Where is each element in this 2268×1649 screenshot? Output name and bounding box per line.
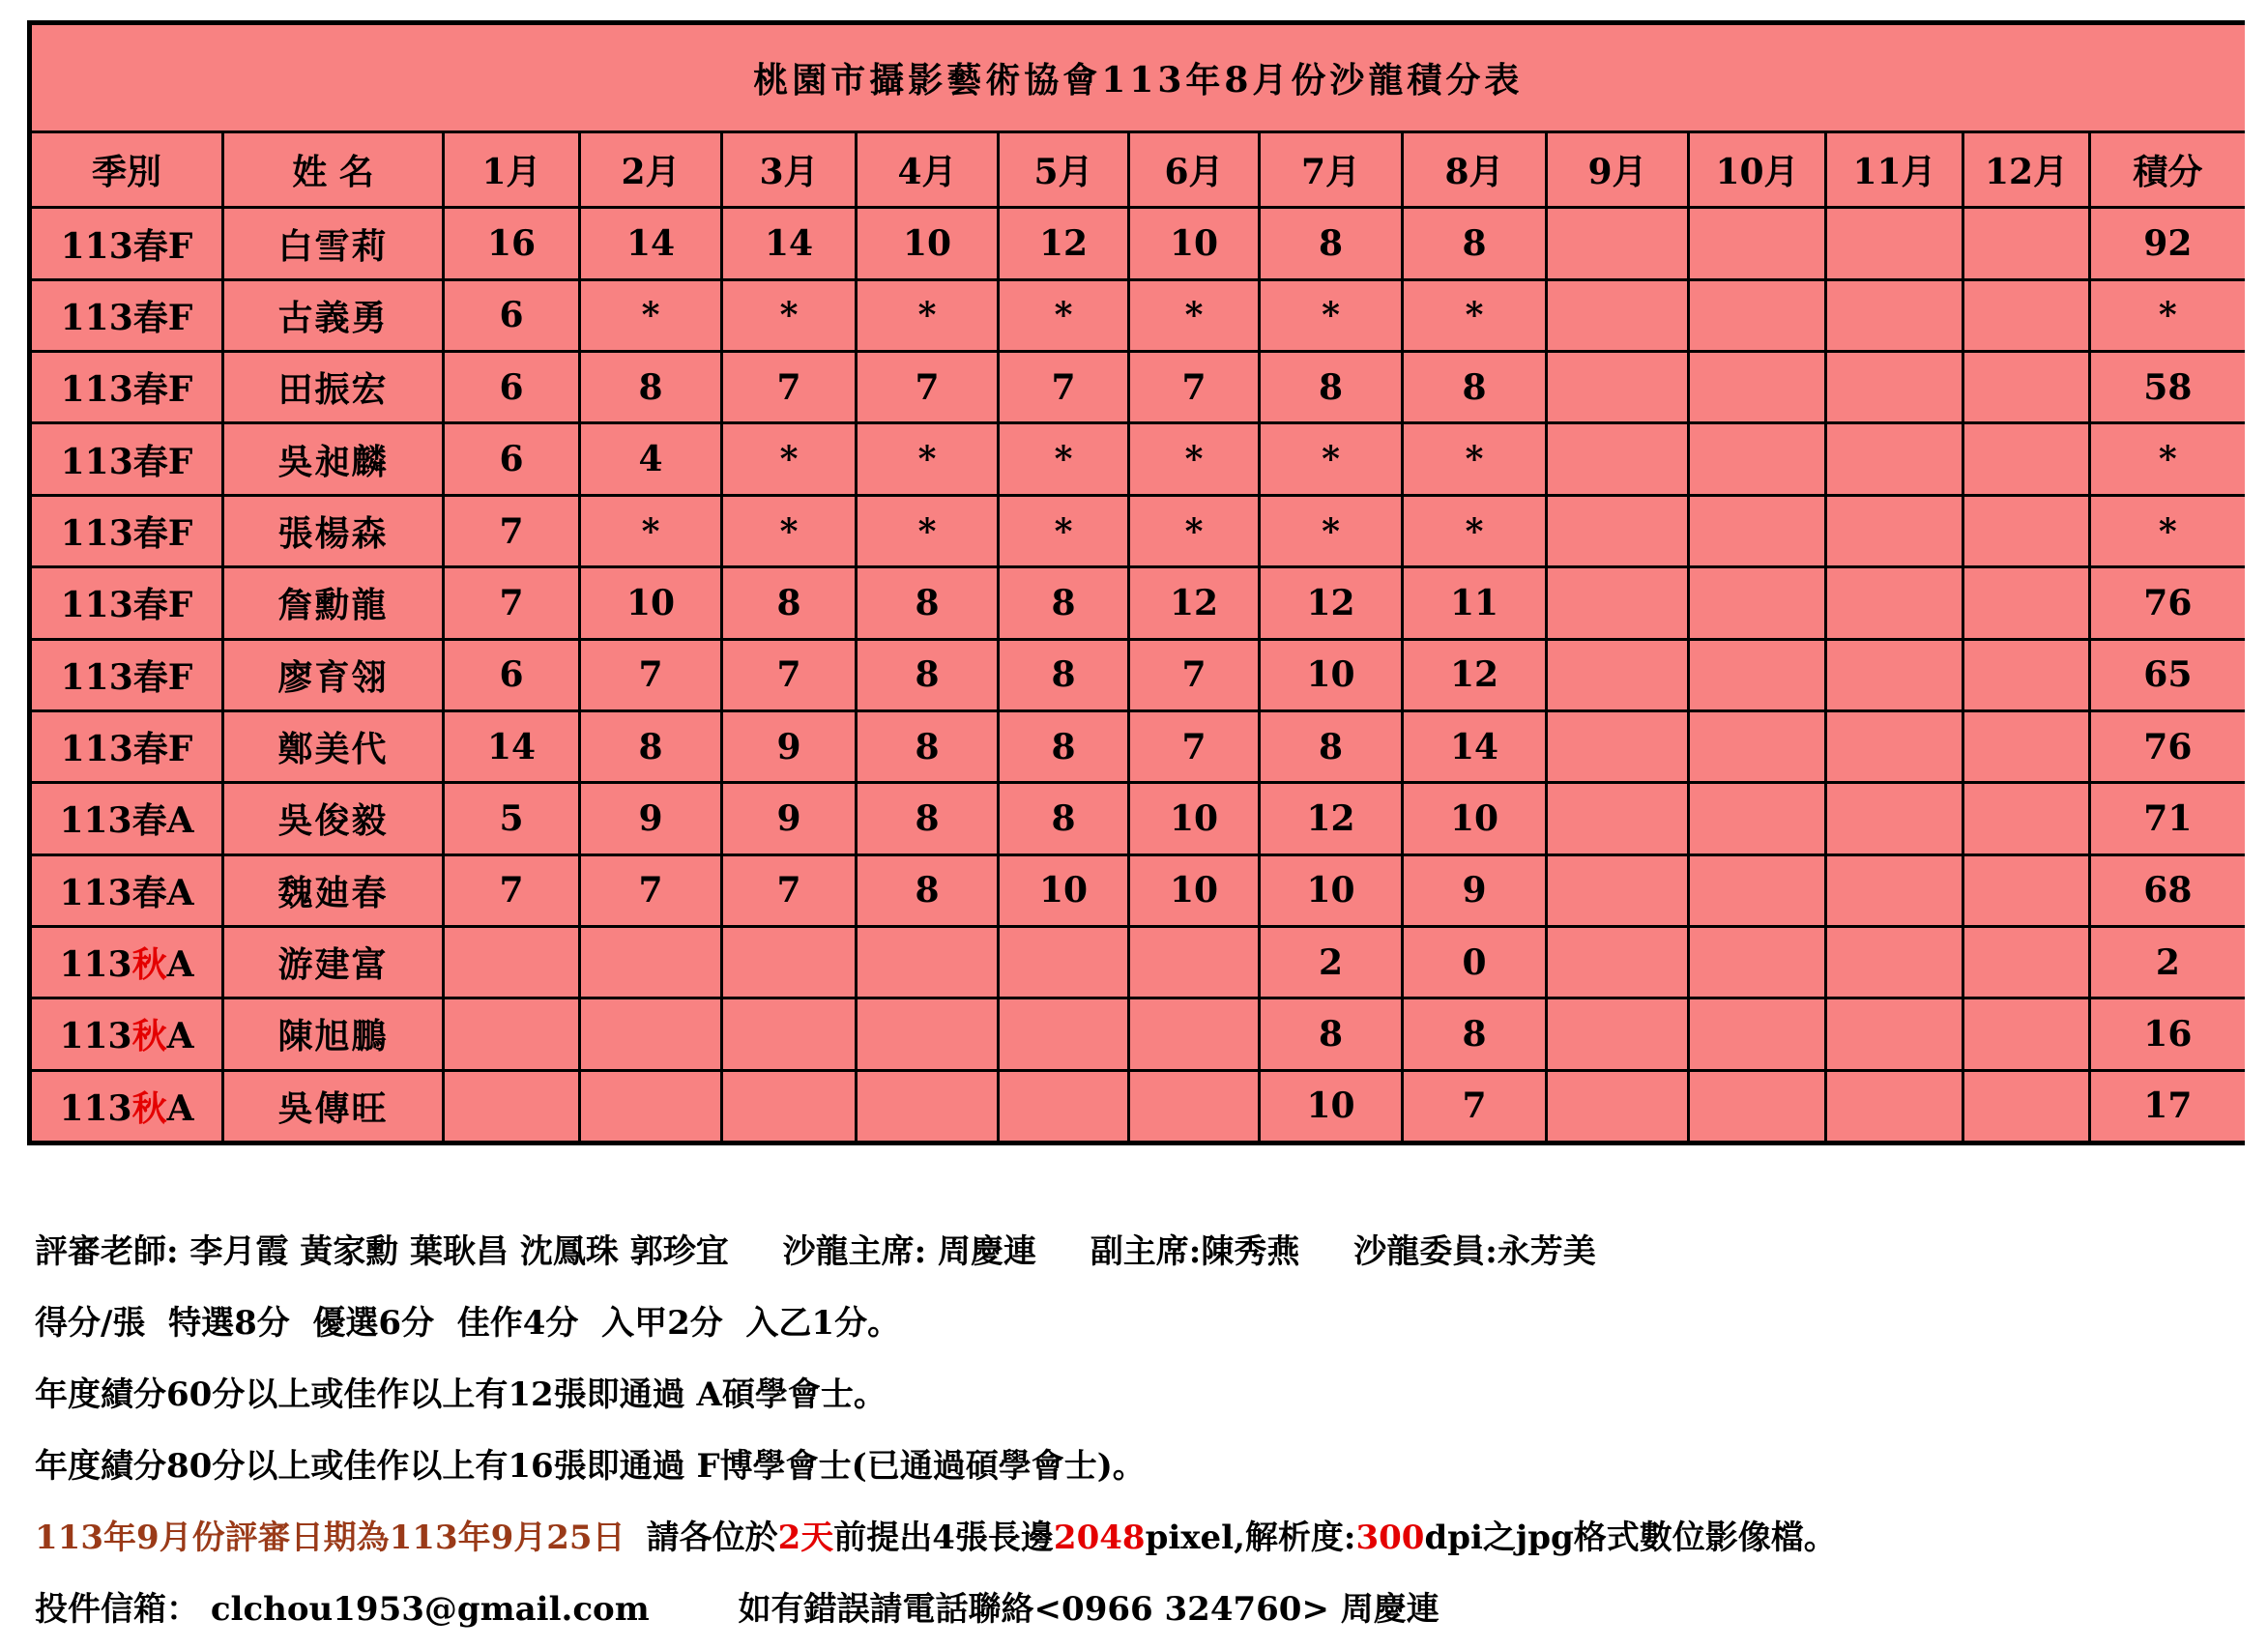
season-post: F [167,225,193,267]
score-table [27,20,2245,1145]
score-cell [444,998,580,1070]
score-cell [999,926,1129,998]
score-cell: 7 [444,567,580,639]
header-cell: 12月 [1963,132,2090,208]
total-cell: 71 [2090,783,2245,854]
season-cell [30,352,223,423]
staff-line [35,1216,2239,1287]
score-cell: 8 [1260,208,1403,279]
season-mid: 春 [131,872,167,913]
season-post: A [166,872,194,913]
season-pre: 113 [59,944,132,986]
name-cell: 古義勇 [223,279,444,351]
season-mid: 春 [131,800,167,842]
table-row [30,926,2245,998]
score-cell: * [1129,423,1260,495]
total-cell: 16 [2090,998,2245,1070]
score-cell: * [1403,495,1547,566]
score-cell: 8 [999,783,1129,854]
header-row [30,132,2245,208]
season-cell [30,423,223,495]
score-cell: 6 [444,639,580,710]
score-cell: * [1260,279,1403,351]
score-cell [1547,998,1689,1070]
score-cell: * [999,423,1129,495]
score-cell: * [1260,423,1403,495]
score-cell: 9 [1403,854,1547,926]
score-cell [1547,926,1689,998]
score-cell [1689,279,1826,351]
score-cell: 8 [722,567,857,639]
score-cell [1826,710,1963,782]
score-cell: 16 [444,208,580,279]
score-cell: 8 [857,639,999,710]
score-cell: 6 [444,352,580,423]
score-cell: 7 [444,495,580,566]
name-cell: 廖育翎 [223,639,444,710]
name-cell: 鄭美代 [223,710,444,782]
deadline-line [35,1502,2239,1574]
total-cell: * [2090,495,2245,566]
score-cell: * [1260,495,1403,566]
score-cell: * [580,495,722,566]
season-pre: 113 [59,872,132,913]
score-cell [857,926,999,998]
score-cell: 10 [1260,639,1403,710]
season-mid: 春 [132,297,168,338]
score-cell [1547,710,1689,782]
score-cell: 6 [444,423,580,495]
header-cell: 7月 [1260,132,1403,208]
total-cell: * [2090,279,2245,351]
score-cell: 9 [580,783,722,854]
season-cell [30,639,223,710]
season-mid: 春 [132,656,168,698]
season-cell [30,998,223,1070]
season-post: F [167,513,193,554]
header-cell: 9月 [1547,132,1689,208]
header-cell: 1月 [444,132,580,208]
score-cell [1689,783,1826,854]
name-cell: 白雪莉 [223,208,444,279]
season-pre: 113 [60,297,133,338]
score-cell [1689,854,1826,926]
notes-section [35,1216,2239,1645]
score-cell [1547,854,1689,926]
judges-text: 評審老師: 李月霞 黃家勳 葉耿昌 沈鳳珠 郭珍宜 [35,1232,729,1271]
score-cell: 8 [580,710,722,782]
score-cell [1547,352,1689,423]
score-cell: 8 [999,639,1129,710]
score-cell [1963,1070,2090,1143]
total-cell: 2 [2090,926,2245,998]
score-cell [1547,208,1689,279]
score-cell: * [1129,279,1260,351]
season-mid: 春 [132,729,168,770]
score-cell: * [999,495,1129,566]
score-cell [1963,423,2090,495]
score-cell: * [857,423,999,495]
score-cell: 8 [857,567,999,639]
score-cell: 8 [1403,352,1547,423]
score-cell: 7 [1403,1070,1547,1143]
deadline-days: 2天 [777,1519,834,1557]
deadline-date: 113年9月份評審日期為113年9月25日 [35,1519,625,1557]
table-row [30,1070,2245,1143]
deadline-dpi: 300 [1355,1519,1425,1557]
header-cell: 2月 [580,132,722,208]
score-cell [1129,1070,1260,1143]
season-cell [30,926,223,998]
score-cell: 11 [1403,567,1547,639]
name-cell: 陳旭鵬 [223,998,444,1070]
score-cell [1547,279,1689,351]
total-cell: 76 [2090,567,2245,639]
name-cell: 吳昶麟 [223,423,444,495]
score-cell [1963,495,2090,566]
score-cell [1963,998,2090,1070]
score-cell: 12 [1260,783,1403,854]
header-cell: 5月 [999,132,1129,208]
score-cell: 7 [722,352,857,423]
season-post: F [167,297,193,338]
total-cell: 65 [2090,639,2245,710]
score-cell [1826,998,1963,1070]
score-cell: 10 [1129,208,1260,279]
score-cell [1689,352,1826,423]
deadline-text-b: 前提出4張長邊 [833,1519,1054,1557]
score-cell: 14 [444,710,580,782]
score-cell [1547,639,1689,710]
score-cell: * [580,279,722,351]
score-cell: 12 [1403,639,1547,710]
score-cell: 12 [1260,567,1403,639]
score-cell [1547,495,1689,566]
table-row [30,279,2245,351]
vice-chair-text: 副主席:陳秀燕 [1090,1232,1300,1271]
chair-text: 沙龍主席: 周慶連 [782,1232,1036,1271]
score-cell: 9 [722,710,857,782]
score-cell: 4 [580,423,722,495]
table-row [30,783,2245,854]
season-cell [30,1070,223,1143]
header-cell: 積分 [2090,132,2245,208]
score-cell [1689,710,1826,782]
score-cell: 8 [1403,208,1547,279]
score-cell: 7 [722,639,857,710]
score-cell [1547,1070,1689,1143]
score-cell: 14 [722,208,857,279]
score-cell [1826,208,1963,279]
season-post: F [167,729,193,770]
email-text: 投件信箱： clchou1953@gmail.com [35,1590,650,1629]
score-cell: * [857,279,999,351]
score-cell: 8 [857,783,999,854]
total-cell: 92 [2090,208,2245,279]
score-cell [1963,926,2090,998]
score-cell [1963,208,2090,279]
score-cell [1963,352,2090,423]
score-cell [1547,423,1689,495]
season-cell [30,854,223,926]
season-post: A [166,800,194,842]
score-cell [999,1070,1129,1143]
score-cell [722,1070,857,1143]
season-cell [30,279,223,351]
title-row [30,23,2245,132]
score-cell: 7 [999,352,1129,423]
deadline-text-c: pixel,解析度: [1145,1519,1356,1557]
rule-f-line: 年度績分80分以上或佳作以上有16張即通過 F博學會士(已通過碩學會士)。 [35,1447,1146,1486]
score-cell: 0 [1403,926,1547,998]
header-cell: 4月 [857,132,999,208]
score-cell: * [857,495,999,566]
table-row [30,710,2245,782]
score-cell: 14 [580,208,722,279]
season-pre: 113 [60,513,133,554]
score-cell: 7 [1129,639,1260,710]
score-cell: 10 [1260,1070,1403,1143]
name-cell: 張楊森 [223,495,444,566]
total-cell: 68 [2090,854,2245,926]
season-post: F [167,441,193,482]
score-cell: * [722,279,857,351]
season-cell [30,208,223,279]
score-cell [1689,423,1826,495]
table-row [30,998,2245,1070]
table-row [30,423,2245,495]
deadline-pixels: 2048 [1053,1519,1146,1557]
score-cell: 14 [1403,710,1547,782]
score-cell: 10 [1260,854,1403,926]
season-mid: 春 [132,369,168,411]
contact-text: 如有錯誤請電話聯絡<0966 324760> 周慶連 [738,1590,1439,1629]
season-mid: 春 [132,585,168,626]
score-cell [999,998,1129,1070]
score-cell: 9 [722,783,857,854]
score-cell [444,926,580,998]
scoring-line: 得分/張 特選8分 優選6分 佳作4分 入甲2分 入乙1分。 [35,1304,901,1343]
deadline-text-d: dpi之jpg格式數位影像檔。 [1424,1519,1837,1557]
score-cell: 8 [1260,352,1403,423]
score-cell: 8 [1260,998,1403,1070]
score-cell: 8 [580,352,722,423]
score-cell [722,998,857,1070]
table-row [30,495,2245,566]
score-cell [1689,208,1826,279]
table-row [30,567,2245,639]
season-mid: 秋 [131,1087,167,1129]
season-pre: 113 [60,441,133,482]
season-pre: 113 [60,225,133,267]
score-cell: * [999,279,1129,351]
season-post: A [166,1087,194,1129]
score-cell [1826,352,1963,423]
season-post: A [166,1016,194,1057]
score-cell [580,998,722,1070]
score-cell [1826,423,1963,495]
score-cell: 7 [1129,710,1260,782]
score-cell: 7 [580,854,722,926]
score-cell: 5 [444,783,580,854]
name-cell: 田振宏 [223,352,444,423]
score-cell [1963,639,2090,710]
score-cell: 10 [1129,783,1260,854]
score-cell [1963,783,2090,854]
total-cell: 76 [2090,710,2245,782]
score-cell: 7 [444,854,580,926]
season-mid: 秋 [131,1016,167,1057]
season-pre: 113 [59,1016,132,1057]
season-post: F [167,656,193,698]
score-cell [1826,567,1963,639]
score-cell [1963,854,2090,926]
score-cell: * [1129,495,1260,566]
score-cell [1129,926,1260,998]
header-cell: 季別 [30,132,223,208]
score-cell: 7 [580,639,722,710]
season-pre: 113 [60,656,133,698]
score-cell: 7 [857,352,999,423]
score-cell: * [722,423,857,495]
name-cell: 吳俊毅 [223,783,444,854]
season-pre: 113 [59,800,132,842]
header-cell: 姓 名 [223,132,444,208]
header-cell: 11月 [1826,132,1963,208]
name-cell: 詹勳龍 [223,567,444,639]
total-cell: 17 [2090,1070,2245,1143]
score-cell: 12 [1129,567,1260,639]
season-cell [30,783,223,854]
score-cell: 10 [1403,783,1547,854]
score-cell [1826,926,1963,998]
score-cell: 7 [722,854,857,926]
score-cell [1963,279,2090,351]
total-cell: 58 [2090,352,2245,423]
season-mid: 春 [132,441,168,482]
score-cell: * [1403,279,1547,351]
score-cell: 2 [1260,926,1403,998]
season-pre: 113 [59,1087,132,1129]
table-row [30,639,2245,710]
score-cell [1547,783,1689,854]
score-cell: 12 [999,208,1129,279]
score-cell [1689,926,1826,998]
table-title: 桃園市攝影藝術協會113年8月份沙龍積分表 [30,23,2245,132]
score-cell: 7 [1129,352,1260,423]
score-cell [1826,279,1963,351]
header-cell: 10月 [1689,132,1826,208]
score-cell: 10 [857,208,999,279]
score-cell [580,1070,722,1143]
rule-a-line: 年度績分60分以上或佳作以上有12張即通過 A碩學會士。 [35,1375,887,1414]
season-post: F [167,369,193,411]
header-cell: 8月 [1403,132,1547,208]
season-cell [30,567,223,639]
score-cell [444,1070,580,1143]
score-cell: 10 [1129,854,1260,926]
score-cell [1826,783,1963,854]
contact-line [35,1574,2239,1645]
score-cell [1826,1070,1963,1143]
score-cell [1963,710,2090,782]
name-cell: 吳傳旺 [223,1070,444,1143]
season-cell [30,710,223,782]
score-cell: 8 [999,567,1129,639]
score-cell: 10 [580,567,722,639]
score-cell: 10 [999,854,1129,926]
score-cell: 8 [1403,998,1547,1070]
score-cell [1129,998,1260,1070]
score-cell: * [722,495,857,566]
score-cell: 8 [857,710,999,782]
score-cell [1826,495,1963,566]
score-cell [1689,998,1826,1070]
score-cell [1689,1070,1826,1143]
deadline-text-a: 請各位於 [646,1519,778,1557]
score-cell [580,926,722,998]
season-mid: 春 [132,225,168,267]
score-cell: 8 [999,710,1129,782]
season-pre: 113 [60,729,133,770]
score-cell [1689,639,1826,710]
season-mid: 春 [132,513,168,554]
table-row [30,854,2245,926]
table-row [30,352,2245,423]
score-cell: 8 [857,854,999,926]
name-cell: 游建富 [223,926,444,998]
committee-text: 沙龍委員:永芳美 [1353,1232,1596,1271]
score-cell [1826,854,1963,926]
season-mid: 秋 [131,944,167,986]
score-cell [857,998,999,1070]
season-post: A [166,944,194,986]
total-cell: * [2090,423,2245,495]
header-cell: 3月 [722,132,857,208]
season-post: F [167,585,193,626]
score-cell [1963,567,2090,639]
header-cell: 6月 [1129,132,1260,208]
score-cell [1689,567,1826,639]
table-row [30,208,2245,279]
season-pre: 113 [60,585,133,626]
score-cell: 8 [1260,710,1403,782]
score-cell: * [1403,423,1547,495]
score-cell [1689,495,1826,566]
score-cell: 6 [444,279,580,351]
score-cell [857,1070,999,1143]
season-pre: 113 [60,369,133,411]
score-cell [1826,639,1963,710]
score-cell [722,926,857,998]
name-cell: 魏廸春 [223,854,444,926]
score-cell [1547,567,1689,639]
season-cell [30,495,223,566]
